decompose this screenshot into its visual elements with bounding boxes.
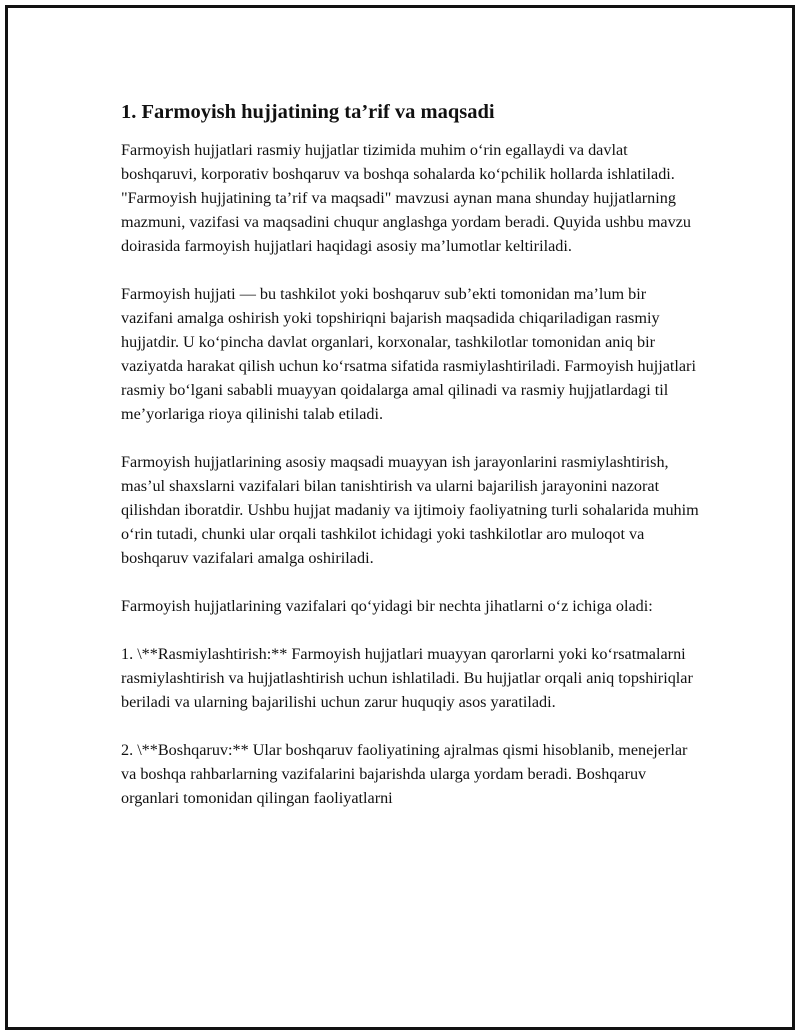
page-frame	[5, 5, 795, 1030]
document-body	[121, 98, 701, 834]
paragraph-purpose: Farmoyish hujjatlarining asosiy maqsadi muayyan ish jarayonlarini rasmiylashtirish, mas’ul shaxslarni vazifalari bilan tanishtirish va ularni bajarilish jarayonini nazorat qilishdan iboratdir. Ushbu hujjat madaniy va ijtimoiy faoliyatning turli sohalarida muhim o‘rin tutadi, chunki ular orqali tashkilot ichidagi yoki tashkilotlar aro muloqot va boshqaruv vazifalari amalga oshiriladi.	[121, 453, 699, 567]
section-heading: 1. Farmoyish hujjatining ta’rif va maqsadi	[121, 101, 495, 123]
paragraph-definition: Farmoyish hujjati — bu tashkilot yoki boshqaruv sub’ekti tomonidan ma’lum bir vazifani amalga oshirish yoki topshiriqni bajarish maqsadida chiqariladigan rasmiy hujjatdir. U ko‘pincha davlat organlari, korxonalar, tashkilotlar tomonidan aniq bir vaziyatda harakat qilish uchun ko‘rsatma sifatida rasmiylashtiriladi. Farmoyish hujjatlari rasmiy bo‘lgani sababli muayyan qoidalarga amal qilinadi va rasmiy hujjatlardagi til me’yorlariga rioya qilinishi talab etiladi.	[121, 285, 696, 423]
paragraph-functions-intro: Farmoyish hujjatlarining vazifalari qo‘yidagi bir nechta jihatlarni o‘z ichiga oladi:	[121, 597, 653, 615]
paragraph-intro: Farmoyish hujjatlari rasmiy hujjatlar tizimida muhim o‘rin egallaydi va davlat boshqaruvi, korporativ boshqaruv va boshqa sohalarda ko‘pchilik hollarda ishlatiladi. "Farmoyish hujjatining ta’rif va maqsadi" mavzusi aynan mana shunday hujjatlarning mazmuni, vazifasi va maqsadini chuqur anglashga yordam beradi. Quyida ushbu mavzu doirasida farmoyish hujjatlari haqidagi asosiy ma’lumotlar keltiriladi.	[121, 141, 691, 255]
list-item-management: 2. \**Boshqaruv:** Ular boshqaruv faoliyatining ajralmas qismi hisoblanib, menejerlar va boshqa rahbarlarning vazifalarini bajarishda ularga yordam beradi. Boshqaruv organlari tomonidan qilingan faoliyatlarni	[121, 741, 688, 807]
list-item-formalization: 1. \**Rasmiylashtirish:** Farmoyish hujjatlari muayyan qarorlarni yoki ko‘rsatmalarni rasmiylashtirish va hujjatlashtirish uchun ishlatiladi. Bu hujjatlar orqali aniq topshiriqlar beriladi va ularning bajarilishi uchun zarur huquqiy asos yaratiladi.	[121, 645, 693, 711]
